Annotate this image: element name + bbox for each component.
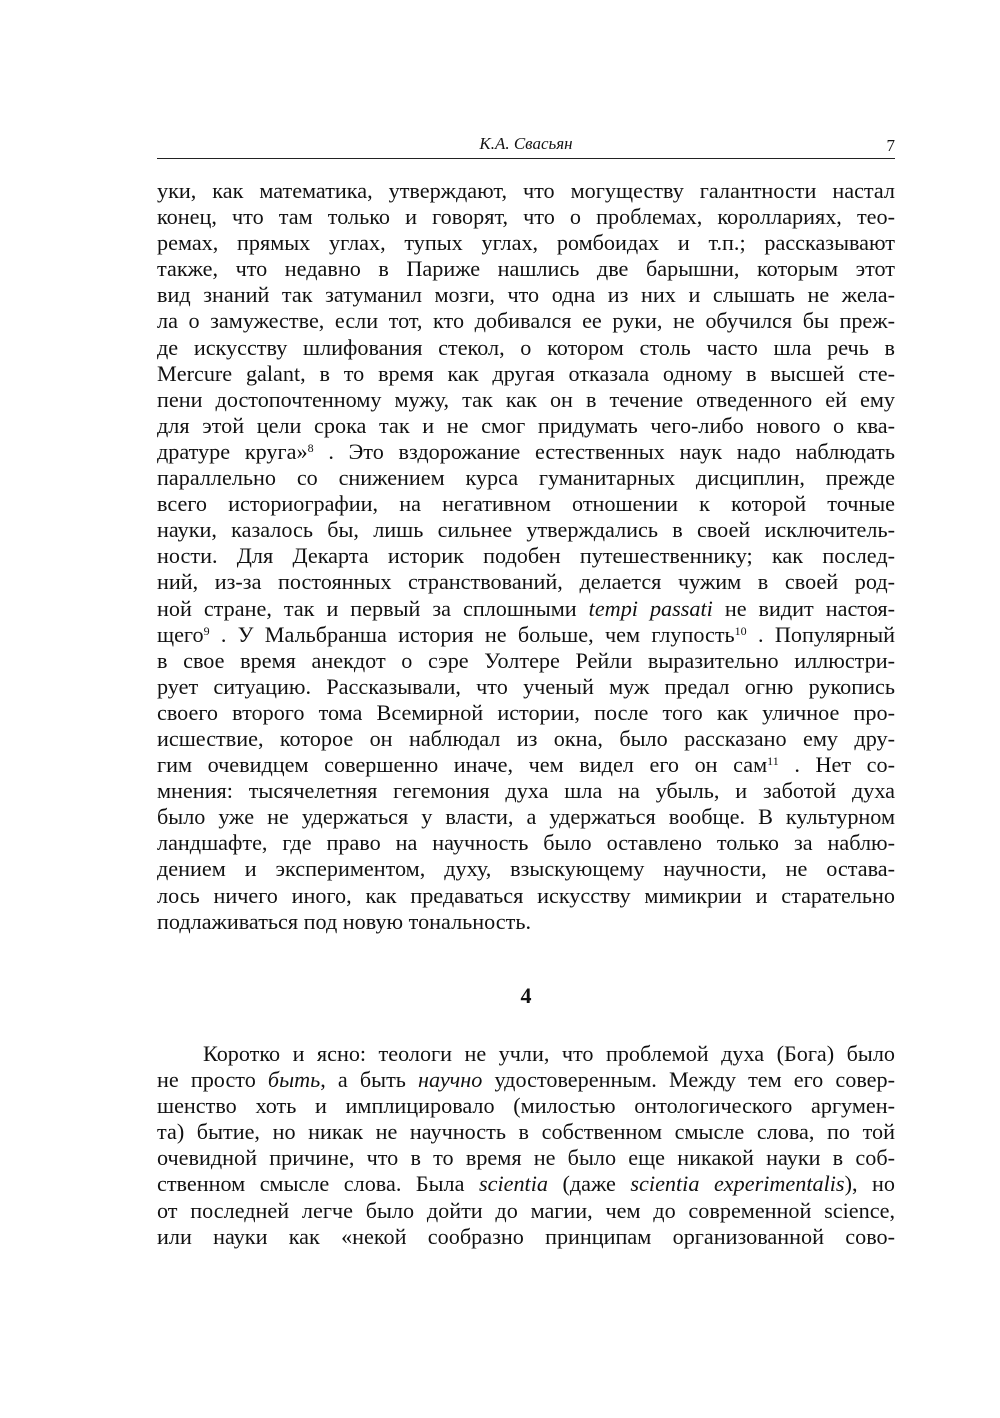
text-segment: от последней легче было дойти до магии, чем до современной science, xyxy=(157,1197,895,1223)
text-segment: уки, как математика, утверждают, что могуществу галантности настал xyxy=(157,178,895,203)
text-segment: гим очевидцем совершенно иначе, чем видел его он сам xyxy=(157,752,768,778)
text-line xyxy=(157,596,895,622)
text-line xyxy=(157,674,895,700)
text-line xyxy=(157,439,895,465)
text-segment: ла о замужестве, если тот, кто добивался ее руки, не обучился бы преж- xyxy=(157,308,895,334)
text-segment: конец, что там только и говорят, что о проблемах, короллариях, тео- xyxy=(157,204,895,230)
text-line xyxy=(157,543,895,569)
italic-text: быть xyxy=(267,1067,321,1093)
text-line xyxy=(157,830,895,856)
text-line xyxy=(157,1171,895,1197)
text-line xyxy=(157,361,895,387)
text-segment: шенство хоть и имплицировало (милостью онтологического аргумен- xyxy=(157,1093,895,1119)
text-line xyxy=(157,204,895,230)
text-segment: вид знаний так затуманил мозги, что одна из них и слышать не жела- xyxy=(157,282,895,308)
text-line xyxy=(157,648,895,674)
text-line xyxy=(157,230,895,256)
text-segment: ности. Для Декарта историк подобен путешественнику; как послед- xyxy=(157,543,895,569)
text-segment: исшествие, которое он наблюдал из окна, было рассказано ему дру- xyxy=(157,725,895,751)
text-line xyxy=(157,465,895,491)
text-segment: ремах, прямых углах, тупых углах, ромбоидах и т.п.; рассказывают xyxy=(157,230,895,256)
text-segment: дением и экспериментом, духу, взыскующему научности, не остава- xyxy=(157,856,895,882)
footnote-ref: 9 xyxy=(203,623,210,638)
text-line xyxy=(157,1198,895,1224)
text-line xyxy=(157,622,895,648)
text-line xyxy=(157,1041,895,1067)
text-segment: ландшафте, где право на научность было оставлено только за наблю- xyxy=(157,830,895,856)
text-segment: . Нет со- xyxy=(778,752,895,778)
text-segment: также, что недавно в Париже нашлись две барышни, которым этот xyxy=(157,256,895,282)
text-segment: щего xyxy=(157,621,204,647)
text-segment: пени достопочтенному мужу, так как он в течение отведенного ей ему xyxy=(157,386,895,412)
text-line xyxy=(157,491,895,517)
text-segment: Коротко и ясно: теологи не учли, что проблемой духа (Бога) было xyxy=(203,1041,895,1066)
header-author: К.А. Свасьян xyxy=(479,134,573,153)
text-segment: та) бытие, но никак не научность в собственном смысле слова, по той xyxy=(157,1119,895,1145)
text-segment: . Это вздорожание естественных наук надо наблюдать xyxy=(313,438,895,464)
text-line xyxy=(157,778,895,804)
text-segment: для этой цели срока так и не смог придумать чего-либо нового о ква- xyxy=(157,412,895,438)
text-segment: подлаживаться под новую тональность. xyxy=(157,908,532,934)
running-header xyxy=(157,130,895,159)
text-segment: не просто xyxy=(157,1067,268,1093)
text-segment: ной стране, так и первый за сплошными xyxy=(157,595,589,621)
text-segment: в свое время анекдот о сэре Уолтере Рейли выразительно иллюстри- xyxy=(157,647,895,673)
text-line xyxy=(157,335,895,361)
text-segment: удостоверенным. Между тем его совер- xyxy=(482,1067,896,1093)
text-segment: ), но xyxy=(844,1171,895,1197)
section-number: 4 xyxy=(520,983,532,1008)
text-line xyxy=(157,883,895,909)
text-segment: ственном смысле слова. Была xyxy=(157,1171,479,1197)
italic-text: tempi passati xyxy=(588,595,713,621)
text-segment: науки, казалось бы, лишь сильнее утверждались в своей исключитель- xyxy=(157,517,895,543)
page-number: 7 xyxy=(886,136,895,155)
text-segment: или науки как «некой сообразно принципам организованной сово- xyxy=(157,1223,895,1249)
footnote-ref: 11 xyxy=(767,754,779,769)
text-segment: де искусству шлифования стекол, о котором столь часто шла речь в xyxy=(157,334,895,360)
text-segment: не видит настоя- xyxy=(712,595,895,621)
text-segment: дратуре круга» xyxy=(157,438,308,464)
text-line xyxy=(157,1067,895,1093)
text-segment: лось ничего иного, как предаваться искусству мимикрии и старательно xyxy=(157,882,895,908)
text-line xyxy=(157,387,895,413)
text-line xyxy=(157,856,895,882)
text-segment: (даже xyxy=(547,1171,631,1197)
text-line xyxy=(157,752,895,778)
paragraph-main xyxy=(157,178,895,935)
footnote-ref: 10 xyxy=(734,623,747,638)
text-line xyxy=(157,282,895,308)
text-line xyxy=(157,256,895,282)
italic-text: научно xyxy=(418,1067,483,1093)
text-segment: ний, из-за постоянных странствований, делается чужим в своей род- xyxy=(157,569,895,595)
text-line xyxy=(157,1224,895,1250)
text-line xyxy=(157,308,895,334)
text-line xyxy=(157,569,895,595)
text-segment: Mercure galant, в то время как другая отказала одному в высшей сте- xyxy=(157,360,895,386)
text-segment: рует ситуацию. Рассказывали, что ученый муж предал огню рукопись xyxy=(157,673,895,699)
text-line xyxy=(157,517,895,543)
text-segment: параллельно со снижением курса гуманитарных дисциплин, прежде xyxy=(157,465,895,491)
text-segment: мнения: тысячелетняя гегемония духа шла на убыль, и заботой духа xyxy=(157,778,895,804)
text-segment: , а быть xyxy=(320,1067,419,1093)
italic-text: scientia xyxy=(478,1171,548,1197)
text-segment: . Популярный xyxy=(746,621,896,647)
text-segment: было уже не удержаться у власти, а удержаться вообще. В культурном xyxy=(157,804,895,830)
text-line xyxy=(157,726,895,752)
text-line xyxy=(157,1145,895,1171)
text-line xyxy=(157,1093,895,1119)
text-line xyxy=(157,413,895,439)
text-line xyxy=(157,178,895,204)
footnote-ref: 8 xyxy=(307,440,314,455)
text-segment: очевидной причине, что в то время не было еще никакой науки в соб- xyxy=(157,1145,895,1171)
text-line xyxy=(157,804,895,830)
text-segment: своего второго тома Всемирной истории, после того как уличное про- xyxy=(157,699,895,725)
italic-text: scientia experimentalis xyxy=(630,1171,845,1197)
text-segment: всего историографии, на негативном отношении к которой точные xyxy=(157,491,895,517)
text-line xyxy=(157,700,895,726)
text-line xyxy=(157,909,895,935)
paragraph-section-4 xyxy=(157,1041,895,1250)
text-line xyxy=(157,1119,895,1145)
text-segment: . У Мальбранша история не больше, чем глупость xyxy=(209,621,735,647)
